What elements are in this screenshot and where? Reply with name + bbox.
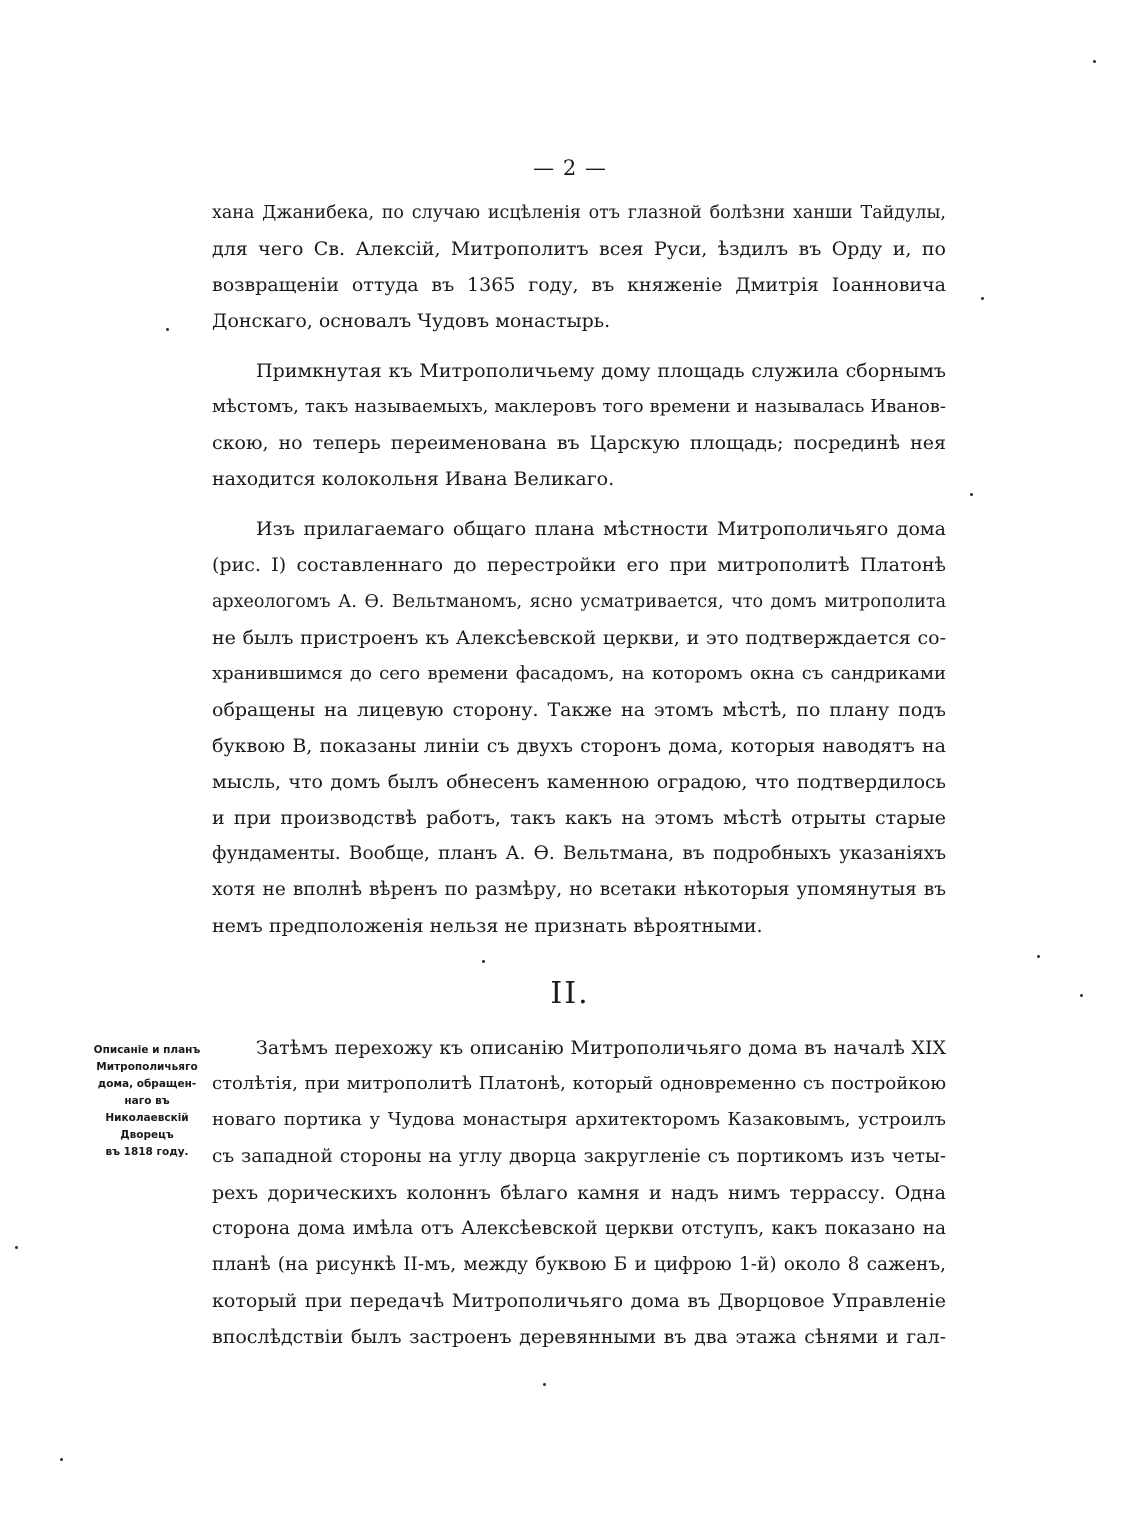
text-line: впослѣдствіи былъ застроенъ деревянными въ два этажа сѣнями и гал- <box>212 1326 946 1348</box>
text-line: хотя не вполнѣ вѣренъ по размѣру, но всетаки нѣкоторыя упомянутыя въ <box>212 879 946 900</box>
scan-speck <box>15 1246 18 1249</box>
text-line: возвращеніи оттуда въ 1365 году, въ княженіе Дмитрія Іоанновича <box>212 274 946 296</box>
margin-note-line: въ 1818 году. <box>105 1146 189 1158</box>
text-line: новаго портика у Чудова монастыря архитекторомъ Казаковымъ, устроилъ <box>212 1109 946 1130</box>
text-line: мѣстомъ, такъ называемыхъ, маклеровъ того времени и называлась Иванов- <box>212 396 946 417</box>
text-line: не былъ пристроенъ къ Алексѣевской церкви, и это подтверждается со- <box>212 627 946 649</box>
text-line: который при передачѣ Митрополичьяго дома въ Дворцовое Управленіе <box>212 1290 946 1312</box>
text-line: рехъ дорическихъ колоннъ бѣлаго камня и надъ нимъ террассу. Одна <box>212 1182 946 1204</box>
text-line: столѣтія, при митрополитѣ Платонѣ, который одновременно съ постройкою <box>212 1073 946 1094</box>
text-line: съ западной стороны на углу дворца закругленіе съ портикомъ изъ четы- <box>212 1146 946 1167</box>
text-line: фундаменты. Вообще, планъ А. Ѳ. Вельтмана, въ подробныхъ указаніяхъ <box>212 843 946 864</box>
text-line: археологомъ А. Ѳ. Вельтманомъ, ясно усматривается, что домъ митрополита <box>212 592 946 612</box>
scan-speck <box>1037 955 1040 958</box>
text-line: Изъ прилагаемаго общаго плана мѣстности Митрополичьяго дома <box>256 518 946 540</box>
scan-speck <box>970 493 973 496</box>
scan-speck <box>1080 994 1083 997</box>
margin-note <box>86 1042 208 1161</box>
text-line: планѣ (на рисункѣ II-мъ, между буквою Б и цифрою 1-й) около 8 саженъ, <box>212 1254 946 1275</box>
margin-note-line: наго въ <box>124 1095 170 1107</box>
scan-speck <box>981 297 984 300</box>
text-line: обращены на лицевую сторону. Также на этомъ мѣстѣ, по плану подъ <box>212 699 946 721</box>
scan-speck <box>543 1383 546 1386</box>
scan-speck <box>1093 60 1096 63</box>
section-heading: II. <box>550 976 590 1011</box>
scan-speck <box>60 1458 63 1461</box>
text-line: хана Джанибека, по случаю исцѣленія отъ глазной болѣзни ханши Тайдулы, <box>212 203 946 223</box>
text-line: буквою В, показаны линіи съ двухъ сторонъ дома, которыя наводятъ на <box>212 735 946 757</box>
margin-note-line: Митрополичьяго <box>96 1061 198 1073</box>
text-line: Затѣмъ перехожу къ описанію Митрополичьяго дома въ началѣ XIX <box>256 1037 946 1059</box>
text-line: и при производствѣ работъ, такъ какъ на этомъ мѣстѣ отрыты старые <box>212 807 946 829</box>
scan-speck <box>482 960 485 963</box>
margin-note-line: Дворецъ <box>120 1129 174 1141</box>
margin-note-line: дома, обращен- <box>97 1078 197 1090</box>
text-line: скою, но теперь переименована въ Царскую площадь; посрединѣ нея <box>212 432 946 454</box>
text-line: Примкнутая къ Митрополичьему дому площадь служила сборнымъ <box>256 360 946 382</box>
margin-note-line: Описаніе и планъ <box>93 1044 201 1056</box>
text-line: хранившимся до сего времени фасадомъ, на которомъ окна съ сандриками <box>212 663 946 684</box>
text-line: находится колокольня Ивана Великаго. <box>212 468 615 490</box>
text-line: немъ предположенія нельзя не признать вѣроятными. <box>212 915 763 937</box>
scan-speck <box>166 328 169 331</box>
text-line: (рис. I) составленнаго до перестройки его при митрополитѣ Платонѣ <box>212 554 946 576</box>
margin-note-line: Николаевскій <box>105 1112 189 1124</box>
text-line: мысль, что домъ былъ обнесенъ каменною оградою, что подтвердилось <box>212 771 946 793</box>
page-number: — 2 — <box>533 156 607 180</box>
text-line: сторона дома имѣла отъ Алексѣевской церкви отступъ, какъ показано на <box>212 1218 946 1239</box>
text-line: для чего Св. Алексій, Митрополитъ всея Руси, ѣздилъ въ Орду и, по <box>212 238 946 260</box>
text-line: Донскаго, основалъ Чудовъ монастырь. <box>212 310 611 332</box>
